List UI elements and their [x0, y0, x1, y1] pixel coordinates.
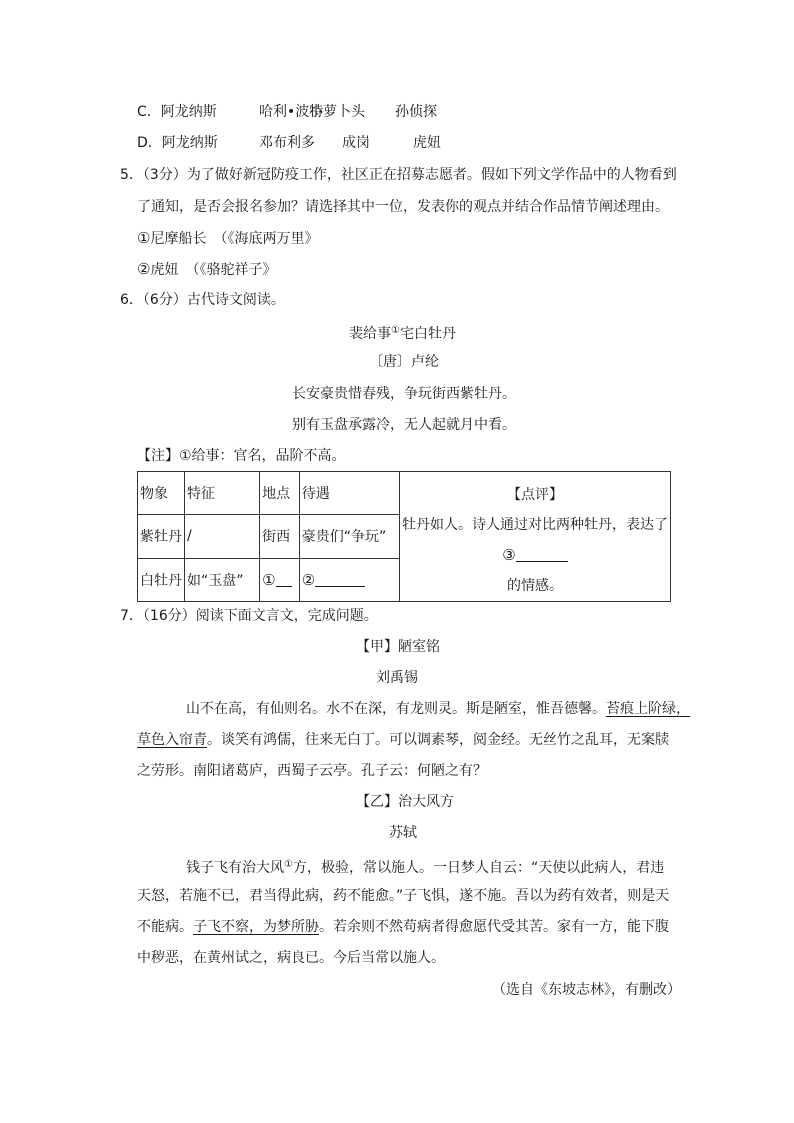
poem-author: 〔唐〕卢纶 [369, 354, 439, 370]
poem-verse-1: 长安豪贵惜春残，争玩街西紫牡丹。 [292, 386, 516, 402]
option-text: 虎妞 （《骆驼祥子》 [150, 262, 277, 278]
option-item: 孙侦探 [395, 104, 437, 120]
comment-cell [400, 472, 671, 602]
passage-b-line-2: 天怒，若施不已，君当得此病，药不能愈。”子飞惧，遂不施。吾以为药有效者，则是天 [137, 888, 670, 904]
passage-b-title: 【乙】治大风方 [356, 794, 454, 810]
poem-title-part: 裴给事 [349, 326, 391, 342]
table-cell: 紫牡丹 [138, 515, 185, 558]
table-cell: 街西 [260, 515, 300, 558]
table-cell: 如“玉盘” [185, 558, 260, 601]
passage-text: 方，极验，常以施人。一日梦人自云：“天使以此病人，君违 [292, 860, 665, 876]
passage-b-line-1 [186, 855, 664, 878]
circled-number: ② [137, 260, 151, 278]
table-header-cell: 物象 [138, 472, 185, 515]
answer-blank[interactable] [315, 572, 365, 587]
circled-number: ② [301, 570, 316, 589]
poem-title-part: 宅白牡丹 [399, 326, 456, 342]
comment-heading: 【点评】 [507, 487, 563, 503]
poem-verse-2: 别有玉盘承露冷，无人起就月中看。 [292, 417, 516, 433]
table-row [138, 472, 671, 515]
option-item: 阿龙纳斯 [161, 135, 218, 151]
passage-text: 山不在高，有仙则名。水不在深，有龙则灵。斯是陋室，惟吾德馨。 [186, 701, 606, 717]
comment-blank-line [402, 540, 668, 571]
passage-b-author: 苏轼 [389, 825, 417, 841]
passage-text: 不能病。 [137, 919, 193, 935]
option-item: 哈利•波特 [259, 104, 324, 120]
option-letter: D． [137, 135, 162, 151]
circled-number: ③ [502, 546, 516, 564]
circled-number: ① [137, 229, 151, 247]
question-5-line-1: 5．（3分）为了做好新冠防疫工作，社区正在招募志愿者。假如下列文学作品中的人物看到 [120, 167, 677, 183]
poem-title [349, 321, 456, 344]
option-item: 阿龙纳斯 [160, 104, 217, 120]
poem-note: 【注】①给事：官名，品阶不高。 [137, 448, 346, 464]
passage-a-line-3: 之劳形。南阳诸葛庐，西蜀子云亭。孔子云：何陋之有？ [137, 763, 487, 779]
footnote-mark: ① [284, 859, 293, 870]
table-cell: / [185, 515, 260, 558]
comment-line: 的情感。 [507, 578, 563, 594]
option-item: 成岗 [342, 135, 370, 151]
question-5-line-2: 了通知，是否会报名参加？请选择其中一位，发表你的观点并结合作品情节阐述理由。 [137, 199, 669, 215]
table-cell: 白牡丹 [138, 558, 185, 601]
passage-a-author: 刘禹锡 [376, 670, 418, 686]
table-header-cell: 地点 [260, 472, 300, 515]
passage-text: 。谈笑有鸿儒，往来无白丁。可以调素琴，阅金经。无丝竹之乱耳，无案牍 [207, 732, 669, 748]
question-7-heading: 7．（16分）阅读下面文言文，完成问题。 [120, 608, 378, 624]
table-cell: 豪贵们“争玩” [299, 515, 399, 558]
answer-blank[interactable] [516, 547, 568, 562]
option-text: 尼摩船长 （《海底两万里》 [150, 231, 319, 247]
table-header-cell: 待遇 [299, 472, 399, 515]
table-cell [260, 558, 300, 601]
option-item: 小萝卜头 [309, 104, 365, 120]
answer-blank[interactable] [276, 572, 292, 587]
footnote-mark: ① [391, 325, 400, 336]
circled-number: ① [262, 570, 276, 589]
underlined-text: 草色入帘青 [137, 732, 207, 748]
option-c [137, 102, 437, 122]
table-header-cell: 特征 [185, 472, 260, 515]
passage-b-line-4: 中秽恶，在黄州试之，病良已。今后当常以施人。 [137, 950, 445, 966]
passage-text: 钱子飞有治大风 [186, 860, 284, 876]
question-6-heading: 6．（6分）古代诗文阅读。 [120, 292, 285, 308]
passage-b-line-3 [137, 917, 669, 937]
underlined-text: 子飞不察，为梦所胁 [193, 919, 319, 935]
passage-a-line-1 [186, 699, 690, 719]
comment-line: 牡丹如人。诗人通过对比两种牡丹，表达了 [402, 517, 668, 533]
passage-a-title: 【甲】陋室铭 [356, 639, 440, 655]
option-item: 虎妞 [413, 135, 441, 151]
question-5-option-2 [137, 259, 276, 280]
option-item: 邓布利多 [259, 135, 315, 151]
option-letter: C． [137, 104, 161, 120]
table-cell [299, 558, 399, 601]
passage-text: 。若余则不然苟病者得愈愿代受其苦。家有一方，能下腹 [319, 919, 669, 935]
passage-a-line-2 [137, 730, 669, 750]
analysis-table [137, 471, 671, 602]
underlined-text: 苔痕上阶绿， [606, 701, 690, 717]
question-5-option-1 [137, 228, 318, 249]
passage-b-source: （选自《东坡志林》，有删改） [492, 982, 681, 998]
option-d [137, 133, 441, 153]
